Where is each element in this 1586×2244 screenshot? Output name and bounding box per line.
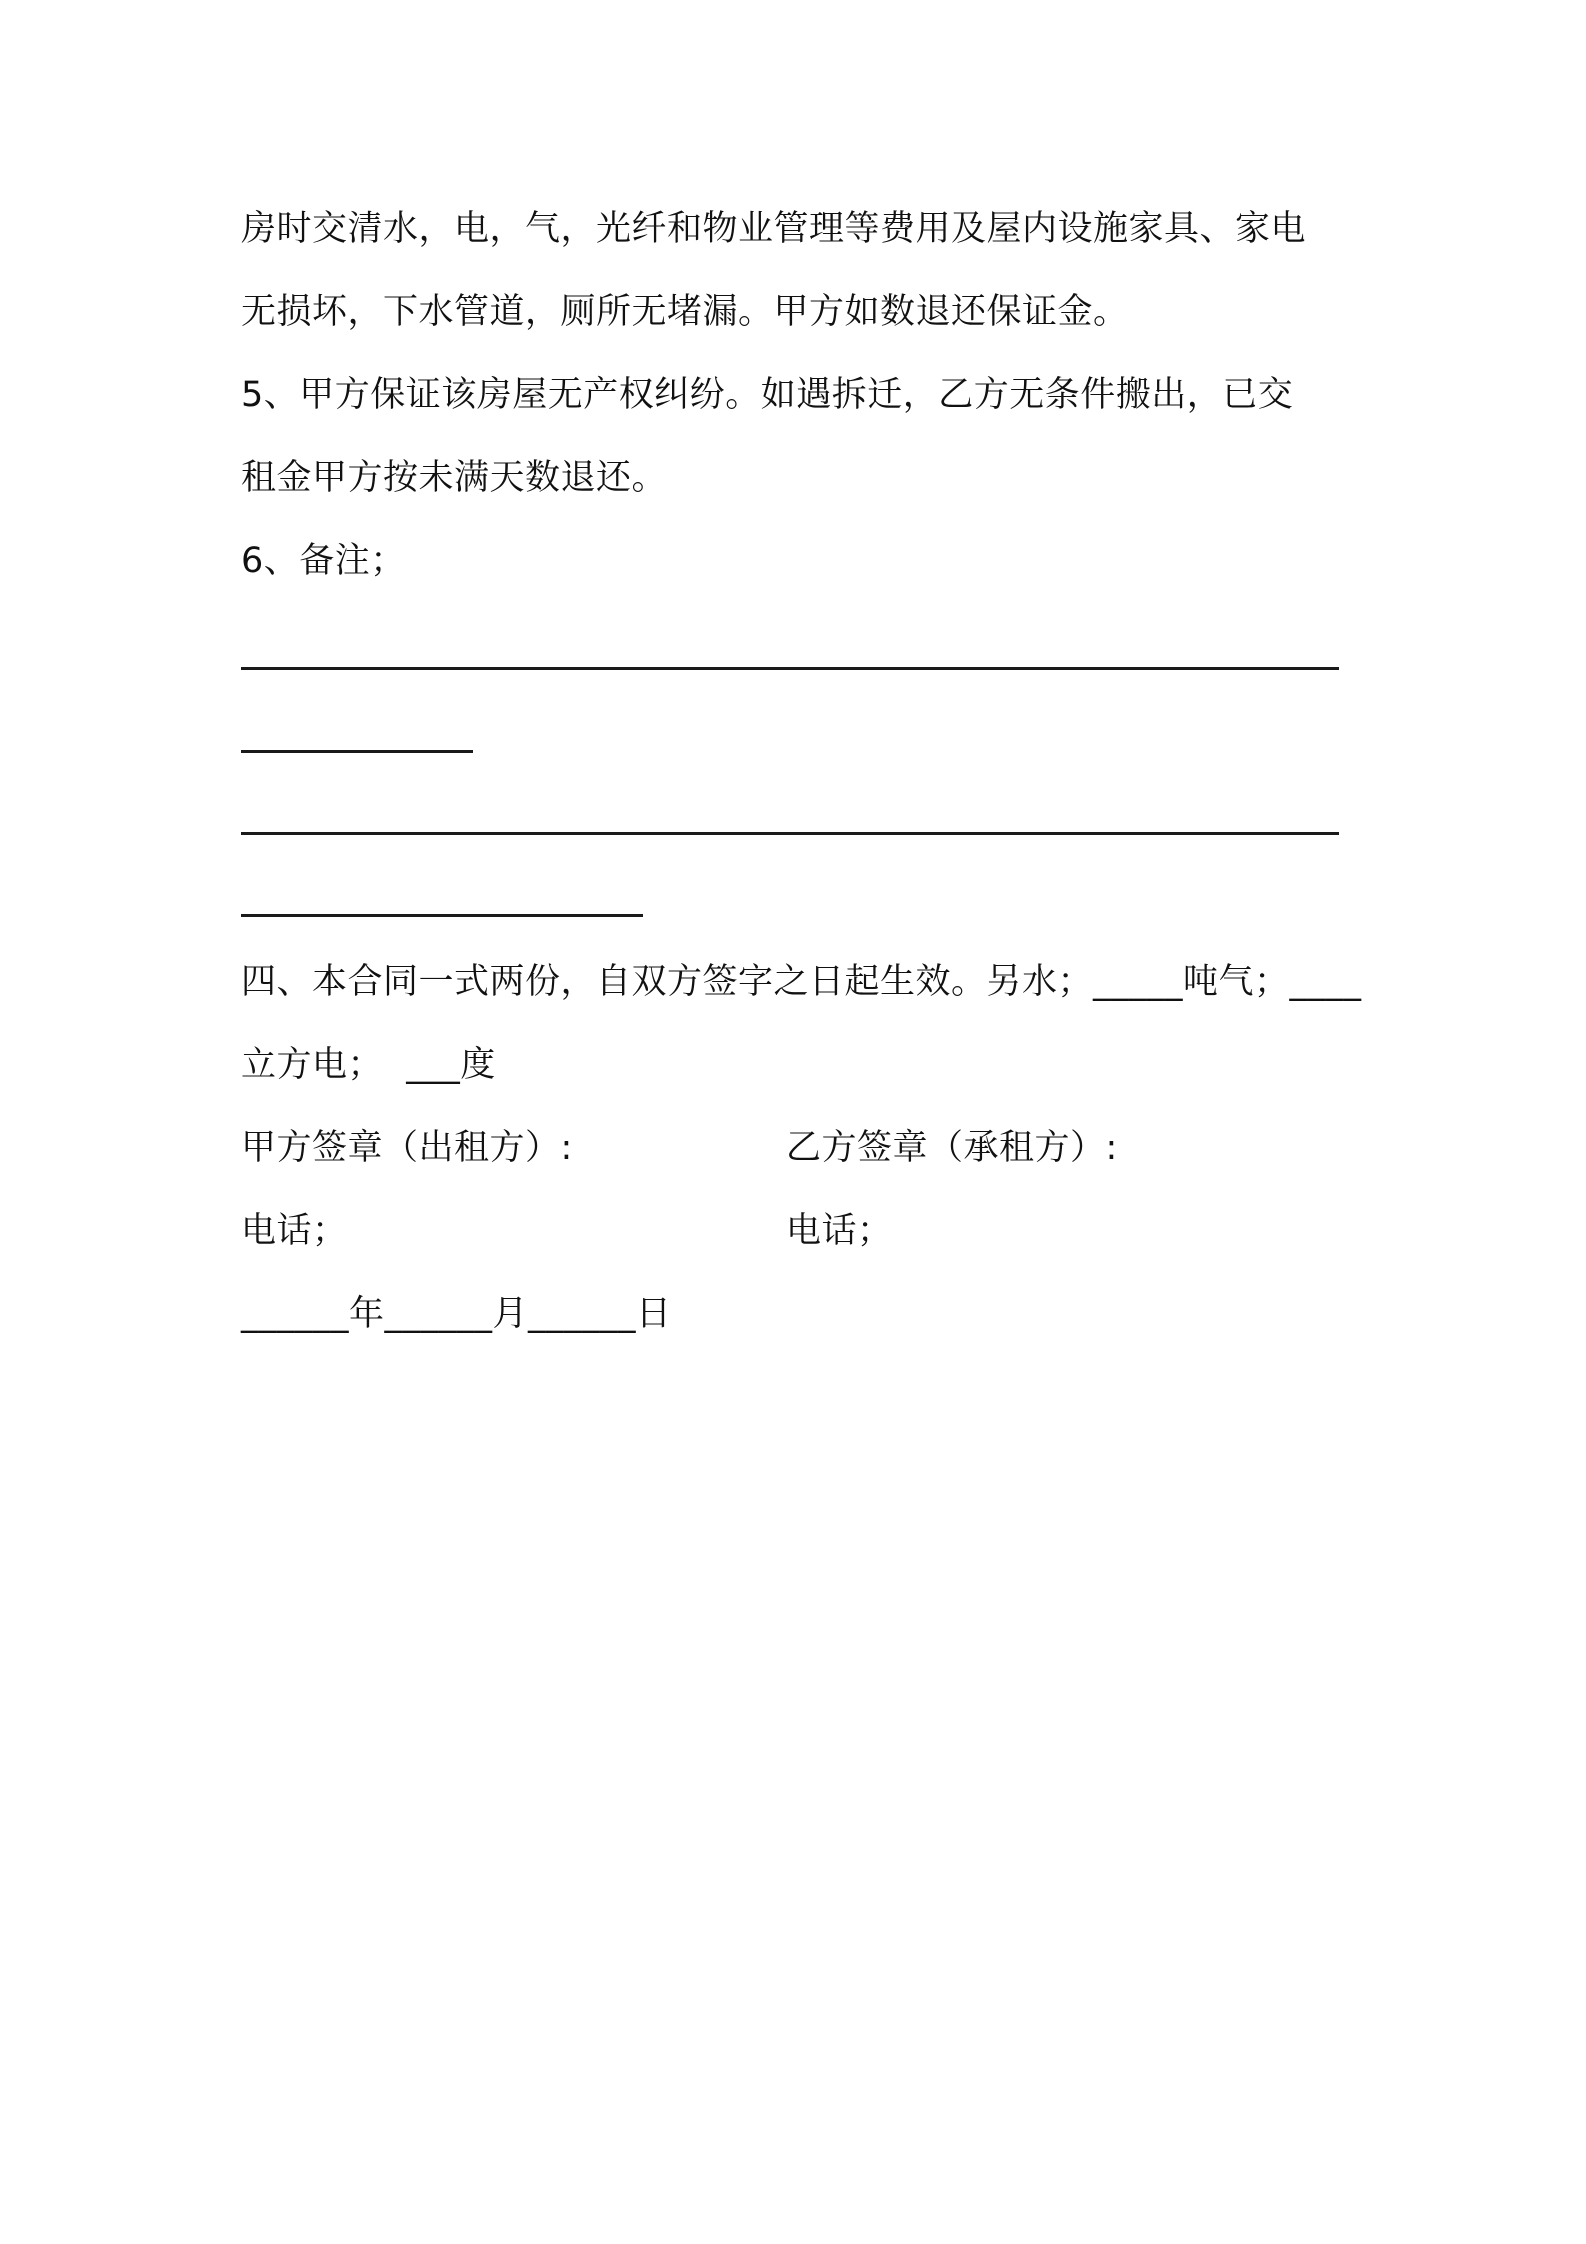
item-5-line-2: 租金甲方按未满天数退还。: [241, 458, 668, 498]
section-4-line-1: 四、本合同一式两份，自双方签字之日起生效。另水；_____吨气；____: [241, 962, 1362, 1002]
remarks-blank-line-4: [241, 914, 643, 917]
party-b-phone-label: 电话；: [786, 1211, 893, 1251]
party-b-signature-label: 乙方签章（承租方）:: [786, 1128, 1118, 1168]
section-4-line-2: 立方电； ___度: [241, 1045, 496, 1085]
remarks-blank-line-2: [241, 750, 473, 753]
party-a-phone-label: 电话；: [241, 1211, 348, 1251]
item-6-remarks: 6、备注；: [241, 541, 406, 581]
remarks-blank-line-3: [241, 832, 1339, 835]
paragraph-4-line-2: 无损坏，下水管道，厕所无堵漏。甲方如数退还保证金。: [241, 292, 1129, 332]
paragraph-4-line-1: 房时交清水，电，气，光纤和物业管理等费用及屋内设施家具、家电: [241, 209, 1307, 249]
signing-date-line: ______年______月______日: [241, 1294, 672, 1334]
item-5-line-1: 5、甲方保证该房屋无产权纠纷。如遇拆迁，乙方无条件搬出，已交: [241, 375, 1294, 415]
party-a-signature-label: 甲方签章（出租方）:: [241, 1128, 573, 1168]
remarks-blank-line-1: [241, 667, 1339, 670]
